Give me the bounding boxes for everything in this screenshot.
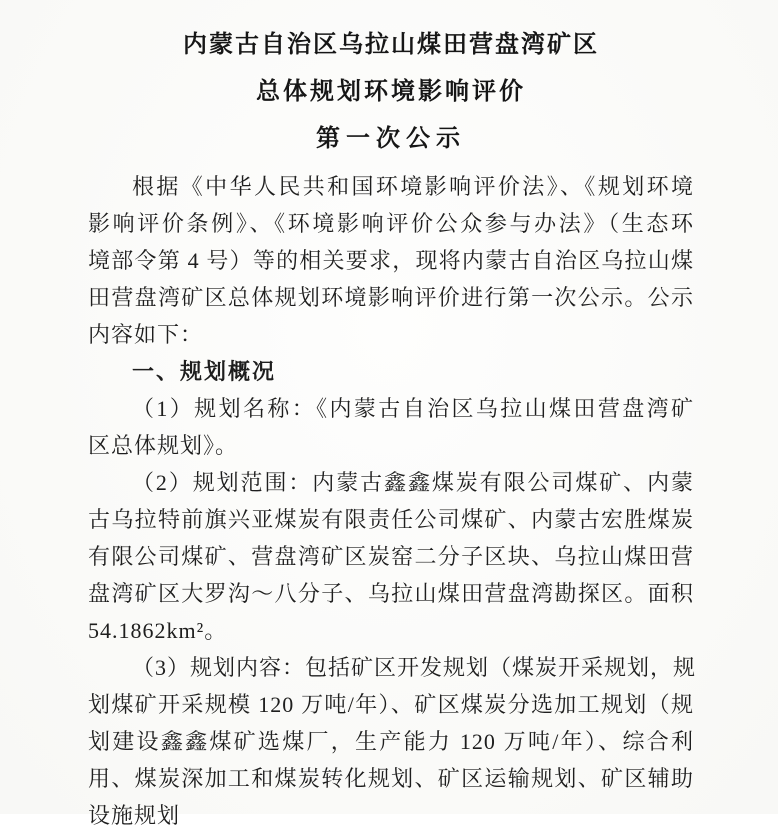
body-line: 54.1862km²。: [88, 618, 228, 643]
document-title: [88, 0, 694, 162]
document-text: [88, 168, 697, 834]
body-line-clipped: 设施规划: [88, 803, 181, 828]
body-line: （1）规划名称：《内蒙古自治区乌拉山煤田营盘湾矿: [132, 396, 694, 421]
body-line: 根据《中华人民共和国环境影响评价法》、《规划环境: [132, 174, 694, 199]
document-title-line-2: 总体规划环境影响评价: [256, 78, 526, 105]
body-line: 划建设鑫鑫煤矿选煤厂，生产能力 120 万吨/年）、综合利: [88, 729, 694, 754]
body-line: 用、煤炭深加工和煤炭转化规划、矿区运输规划、矿区辅助: [88, 766, 694, 791]
body-line: （3）规划内容：包括矿区开发规划（煤炭开采规划，规: [132, 655, 697, 680]
body-line: 境部令第 4 号）等的相关要求，现将内蒙古自治区乌拉山煤: [88, 248, 694, 273]
body-line: 内容如下：: [88, 322, 204, 347]
document-title-line-3: 第一次公示: [316, 125, 466, 152]
body-line: 古乌拉特前旗兴亚煤炭有限责任公司煤矿、内蒙古宏胜煤炭: [88, 507, 694, 532]
body-line: （2）规划范围：内蒙古鑫鑫煤炭有限公司煤矿、内蒙: [132, 470, 694, 495]
body-line: 盘湾矿区大罗沟～八分子、乌拉山煤田营盘湾勘探区。面积: [88, 581, 694, 606]
body-line: 影响评价条例》、《环境影响评价公众参与办法》（生态环: [88, 211, 694, 236]
body-line: 划煤矿开采规模 120 万吨/年）、矿区煤炭分选加工规划（规: [88, 692, 694, 717]
document-body: [88, 0, 697, 834]
document-title-line-1: 内蒙古自治区乌拉山煤田营盘湾矿区: [183, 31, 599, 58]
section-heading: 一、规划概况: [132, 359, 277, 384]
body-line: 有限公司煤矿、营盘湾矿区炭窑二分子区块、乌拉山煤田营: [88, 544, 694, 569]
body-line: 区总体规划》。: [88, 433, 239, 458]
body-line: 田营盘湾矿区总体规划环境影响评价进行第一次公示。公示: [88, 285, 694, 310]
